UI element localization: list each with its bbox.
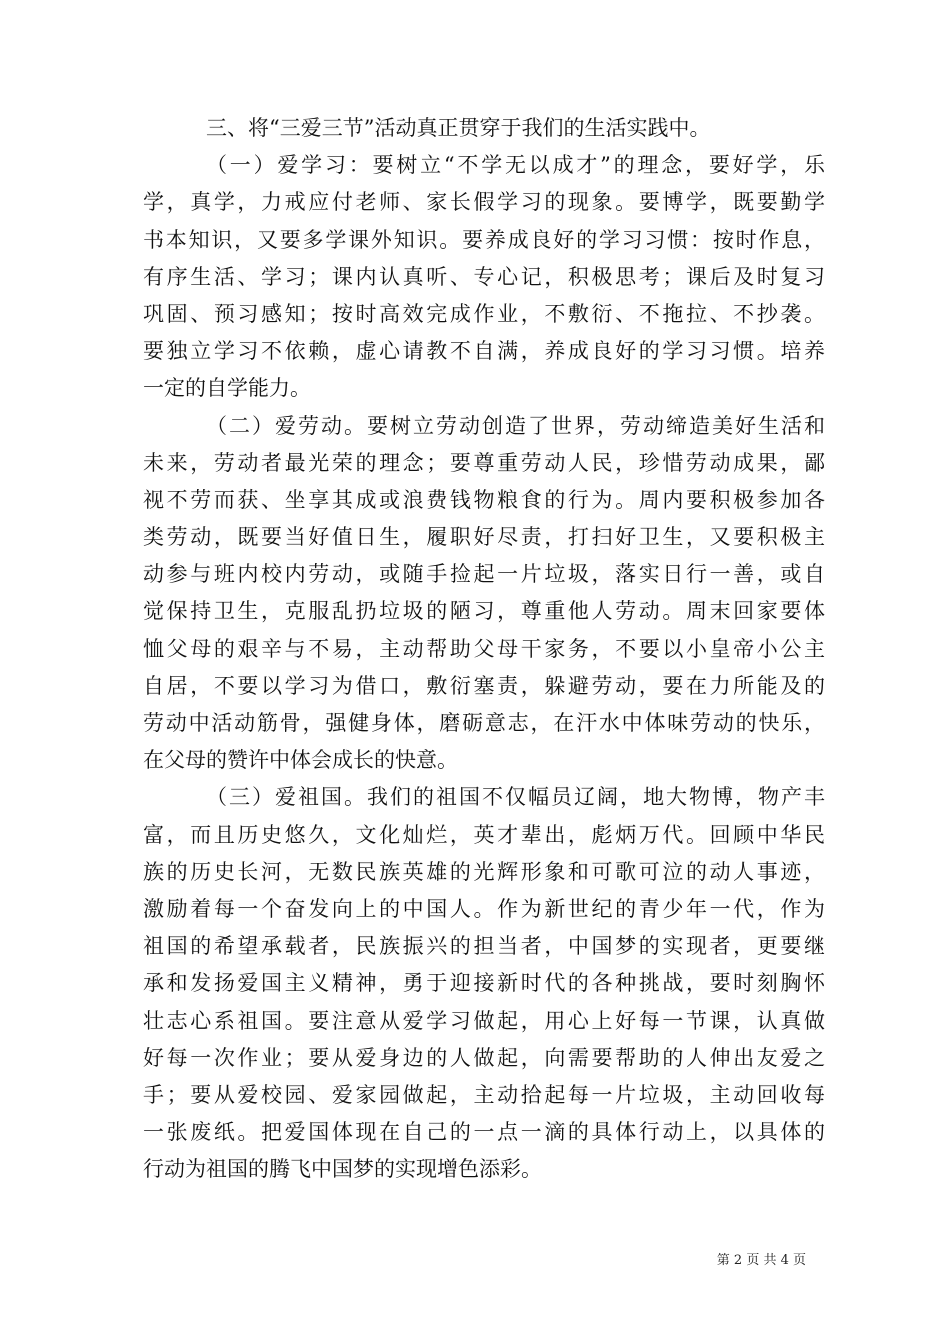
text-line: 学，真学，力戒应付老师、家长假学习的现象。要博学，既要勤学 <box>143 190 825 215</box>
text-line: 承和发扬爱国主义精神，勇于迎接新时代的各种挑战，要时刻胸怀 <box>143 971 825 996</box>
paragraph-love-learning <box>143 147 825 407</box>
document-body <box>143 110 825 1188</box>
text-line: （二）爱劳动。要树立劳动创造了世界，劳动缔造美好生活和 <box>206 413 825 438</box>
text-line: 要独立学习不依赖，虚心请教不自满，养成良好的学习习惯。培养 <box>143 339 825 364</box>
text-line: 手；要从爱校园、爱家园做起，主动拾起每一片垃圾，主动回收每 <box>143 1082 825 1107</box>
page-number-footer: 第 2 页 共 4 页 <box>716 1253 806 1268</box>
text-line: 祖国的希望承载者，民族振兴的担当者，中国梦的实现者，更要继 <box>143 934 825 959</box>
text-line: 壮志心系祖国。要注意从爱学习做起，用心上好每一节课，认真做 <box>143 1008 825 1033</box>
paragraph-love-labor <box>143 408 825 780</box>
text-line: 族的历史长河，无数民族英雄的光辉形象和可歌可泣的动人事迹， <box>143 859 825 884</box>
text-line: 好每一次作业；要从爱身边的人做起，向需要帮助的人伸出友爱之 <box>143 1045 825 1070</box>
text-line: 动参与班内校内劳动，或随手捡起一片垃圾，落实日行一善，或自 <box>143 562 825 587</box>
text-line: 富，而且历史悠久，文化灿烂，英才辈出，彪炳万代。回顾中华民 <box>143 822 825 847</box>
paragraph-love-motherland <box>143 779 825 1188</box>
text-line: 一定的自学能力。 <box>143 376 311 401</box>
text-line: 书本知识，又要多学课外知识。要养成良好的学习习惯：按时作息， <box>143 227 825 252</box>
text-line: 觉保持卫生，克服乱扔垃圾的陋习，尊重他人劳动。周末回家要体 <box>143 599 825 624</box>
section-heading: 三、将“三爱三节”活动真正贯穿于我们的生活实践中。 <box>206 116 711 140</box>
text-line: 劳动中活动筋骨，强健身体，磨砺意志，在汗水中体味劳动的快乐， <box>143 711 825 735</box>
text-line: 视不劳而获、坐享其成或浪费钱物粮食的行为。周内要积极参加各 <box>143 487 825 512</box>
text-line: 巩固、预习感知；按时高效完成作业，不敷衍、不拖拉、不抄袭。 <box>143 301 825 326</box>
text-line: 在父母的赞许中体会成长的快意。 <box>143 748 458 773</box>
text-line: 行动为祖国的腾飞中国梦的实现增色添彩。 <box>143 1157 542 1182</box>
text-line: 未来，劳动者最光荣的理念；要尊重劳动人民，珍惜劳动成果，鄙 <box>143 450 825 475</box>
text-line: 有序生活、学习；课内认真听、专心记，积极思考；课后及时复习 <box>143 264 825 289</box>
text-line: 类劳动，既要当好值日生，履职好尽责，打扫好卫生，又要积极主 <box>143 525 825 550</box>
text-line: 一张废纸。把爱国体现在自己的一点一滴的具体行动上，以具体的 <box>143 1120 825 1145</box>
text-line: 恤父母的艰辛与不易，主动帮助父母干家务，不要以小皇帝小公主 <box>143 636 825 661</box>
text-line: （三）爱祖国。我们的祖国不仅幅员辽阔，地大物博，物产丰 <box>206 785 825 810</box>
text-line: （一）爱学习：要树立“不学无以成才”的理念，要好学，乐 <box>206 153 825 178</box>
text-line: 激励着每一个奋发向上的中国人。作为新世纪的青少年一代，作为 <box>143 896 825 921</box>
text-line: 自居，不要以学习为借口，敷衍塞责，躲避劳动，要在力所能及的 <box>143 673 825 698</box>
